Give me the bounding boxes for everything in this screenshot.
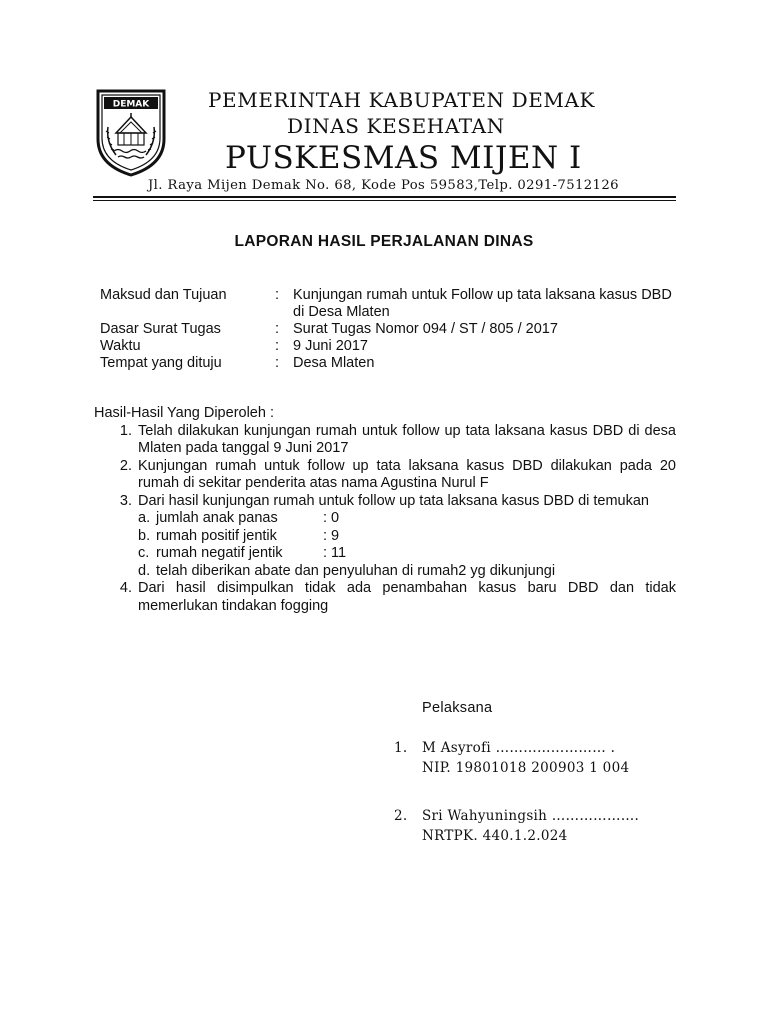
list-text: Dari hasil disimpulkan tidak ada penambahan kasus baru DBD dan tidak memerlukan tindakan fogging <box>138 580 676 614</box>
list-text: Telah dilakukan kunjungan rumah untuk follow up tata laksana kasus DBD di desa Mlaten pada tanggal 9 Juni 2017 <box>138 422 676 456</box>
signature-title: Pelaksana <box>422 700 493 716</box>
list-item <box>94 423 676 458</box>
list-text-container <box>138 493 676 581</box>
demak-regency-emblem <box>94 87 168 177</box>
sub-letter: a. <box>138 510 151 526</box>
info-label: Waktu <box>100 338 141 354</box>
sub-item <box>138 510 676 528</box>
report-info-table <box>100 287 683 372</box>
sub-letter: d. <box>138 562 151 579</box>
list-text: Kunjungan rumah untuk follow up tata laksana kasus DBD dilakukan pada 20 rumah di sekitar penderita atas nama Agustina Nurul F <box>138 457 676 491</box>
sub-label: telah diberikan abate dan penyuluhan di rumah2 yg dikunjungi <box>156 562 556 579</box>
signer-number: 2. <box>394 808 408 824</box>
list-item <box>94 580 676 615</box>
list-text: Dari hasil kunjungan rumah untuk follow up tata laksana kasus DBD di temukan <box>138 492 649 509</box>
signer-name: Sri Wahyuningsih ………………. <box>422 808 640 824</box>
sub-value: : 9 <box>323 527 340 544</box>
list-item <box>94 493 676 581</box>
sub-label: rumah positif jentik <box>156 527 277 544</box>
signer-number: 1. <box>394 740 408 756</box>
sub-item <box>138 528 676 546</box>
list-number: 1. <box>119 422 132 439</box>
sub-letter: c. <box>138 545 150 561</box>
info-row-purpose <box>100 287 683 321</box>
sub-item <box>138 545 676 563</box>
info-colon: : <box>275 287 280 303</box>
info-colon: : <box>275 355 280 371</box>
info-row-time <box>100 338 683 355</box>
sub-value: : 0 <box>323 510 340 526</box>
sub-value: : 11 <box>323 545 347 561</box>
report-title: LAPORAN HASIL PERJALANAN DINAS <box>234 233 534 250</box>
letterhead-divider-thin <box>93 200 676 201</box>
agency-name: PEMERINTAH KABUPATEN DEMAK <box>208 88 596 112</box>
list-number: 3. <box>119 492 132 509</box>
sub-item <box>138 563 676 581</box>
results-heading: Hasil-Hasil Yang Diperoleh : <box>94 405 274 421</box>
info-colon: : <box>275 338 280 354</box>
results-list <box>94 423 676 616</box>
info-label: Tempat yang dituju <box>100 355 222 371</box>
department-name: DINAS KESEHATAN <box>287 114 505 138</box>
info-value: Kunjungan rumah untuk Follow up tata laksana kasus DBD di Desa Mlaten <box>293 287 672 320</box>
results-section <box>94 405 676 615</box>
info-value: Desa Mlaten <box>293 355 375 371</box>
list-item <box>94 458 676 493</box>
letterhead-divider <box>93 196 676 198</box>
list-number: 2. <box>119 457 132 474</box>
signer-id: NRTPK. 440.1.2.024 <box>422 828 568 844</box>
info-value: 9 Juni 2017 <box>293 338 368 354</box>
sub-label: jumlah anak panas <box>156 510 278 526</box>
list-number: 4. <box>119 580 132 596</box>
signer-name: M Asyrofi …………………… . <box>422 740 616 756</box>
institution-name: PUSKESMAS MIJEN I <box>225 140 582 176</box>
institution-address: Jl. Raya Mijen Demak No. 68, Kode Pos 59583,Telp. 0291-7512126 <box>148 178 619 193</box>
info-row-destination <box>100 355 683 372</box>
info-colon: : <box>275 321 280 337</box>
info-label: Maksud dan Tujuan <box>100 287 227 303</box>
sub-label: rumah negatif jentik <box>156 545 283 561</box>
signer-id: NIP. 19801018 200903 1 004 <box>422 760 630 776</box>
info-row-assignment-letter <box>100 321 683 338</box>
logo-text: DEMAK <box>112 99 150 110</box>
info-value: Surat Tugas Nomor 094 / ST / 805 / 2017 <box>293 321 558 337</box>
sub-letter: b. <box>138 527 151 544</box>
info-label: Dasar Surat Tugas <box>100 321 221 337</box>
